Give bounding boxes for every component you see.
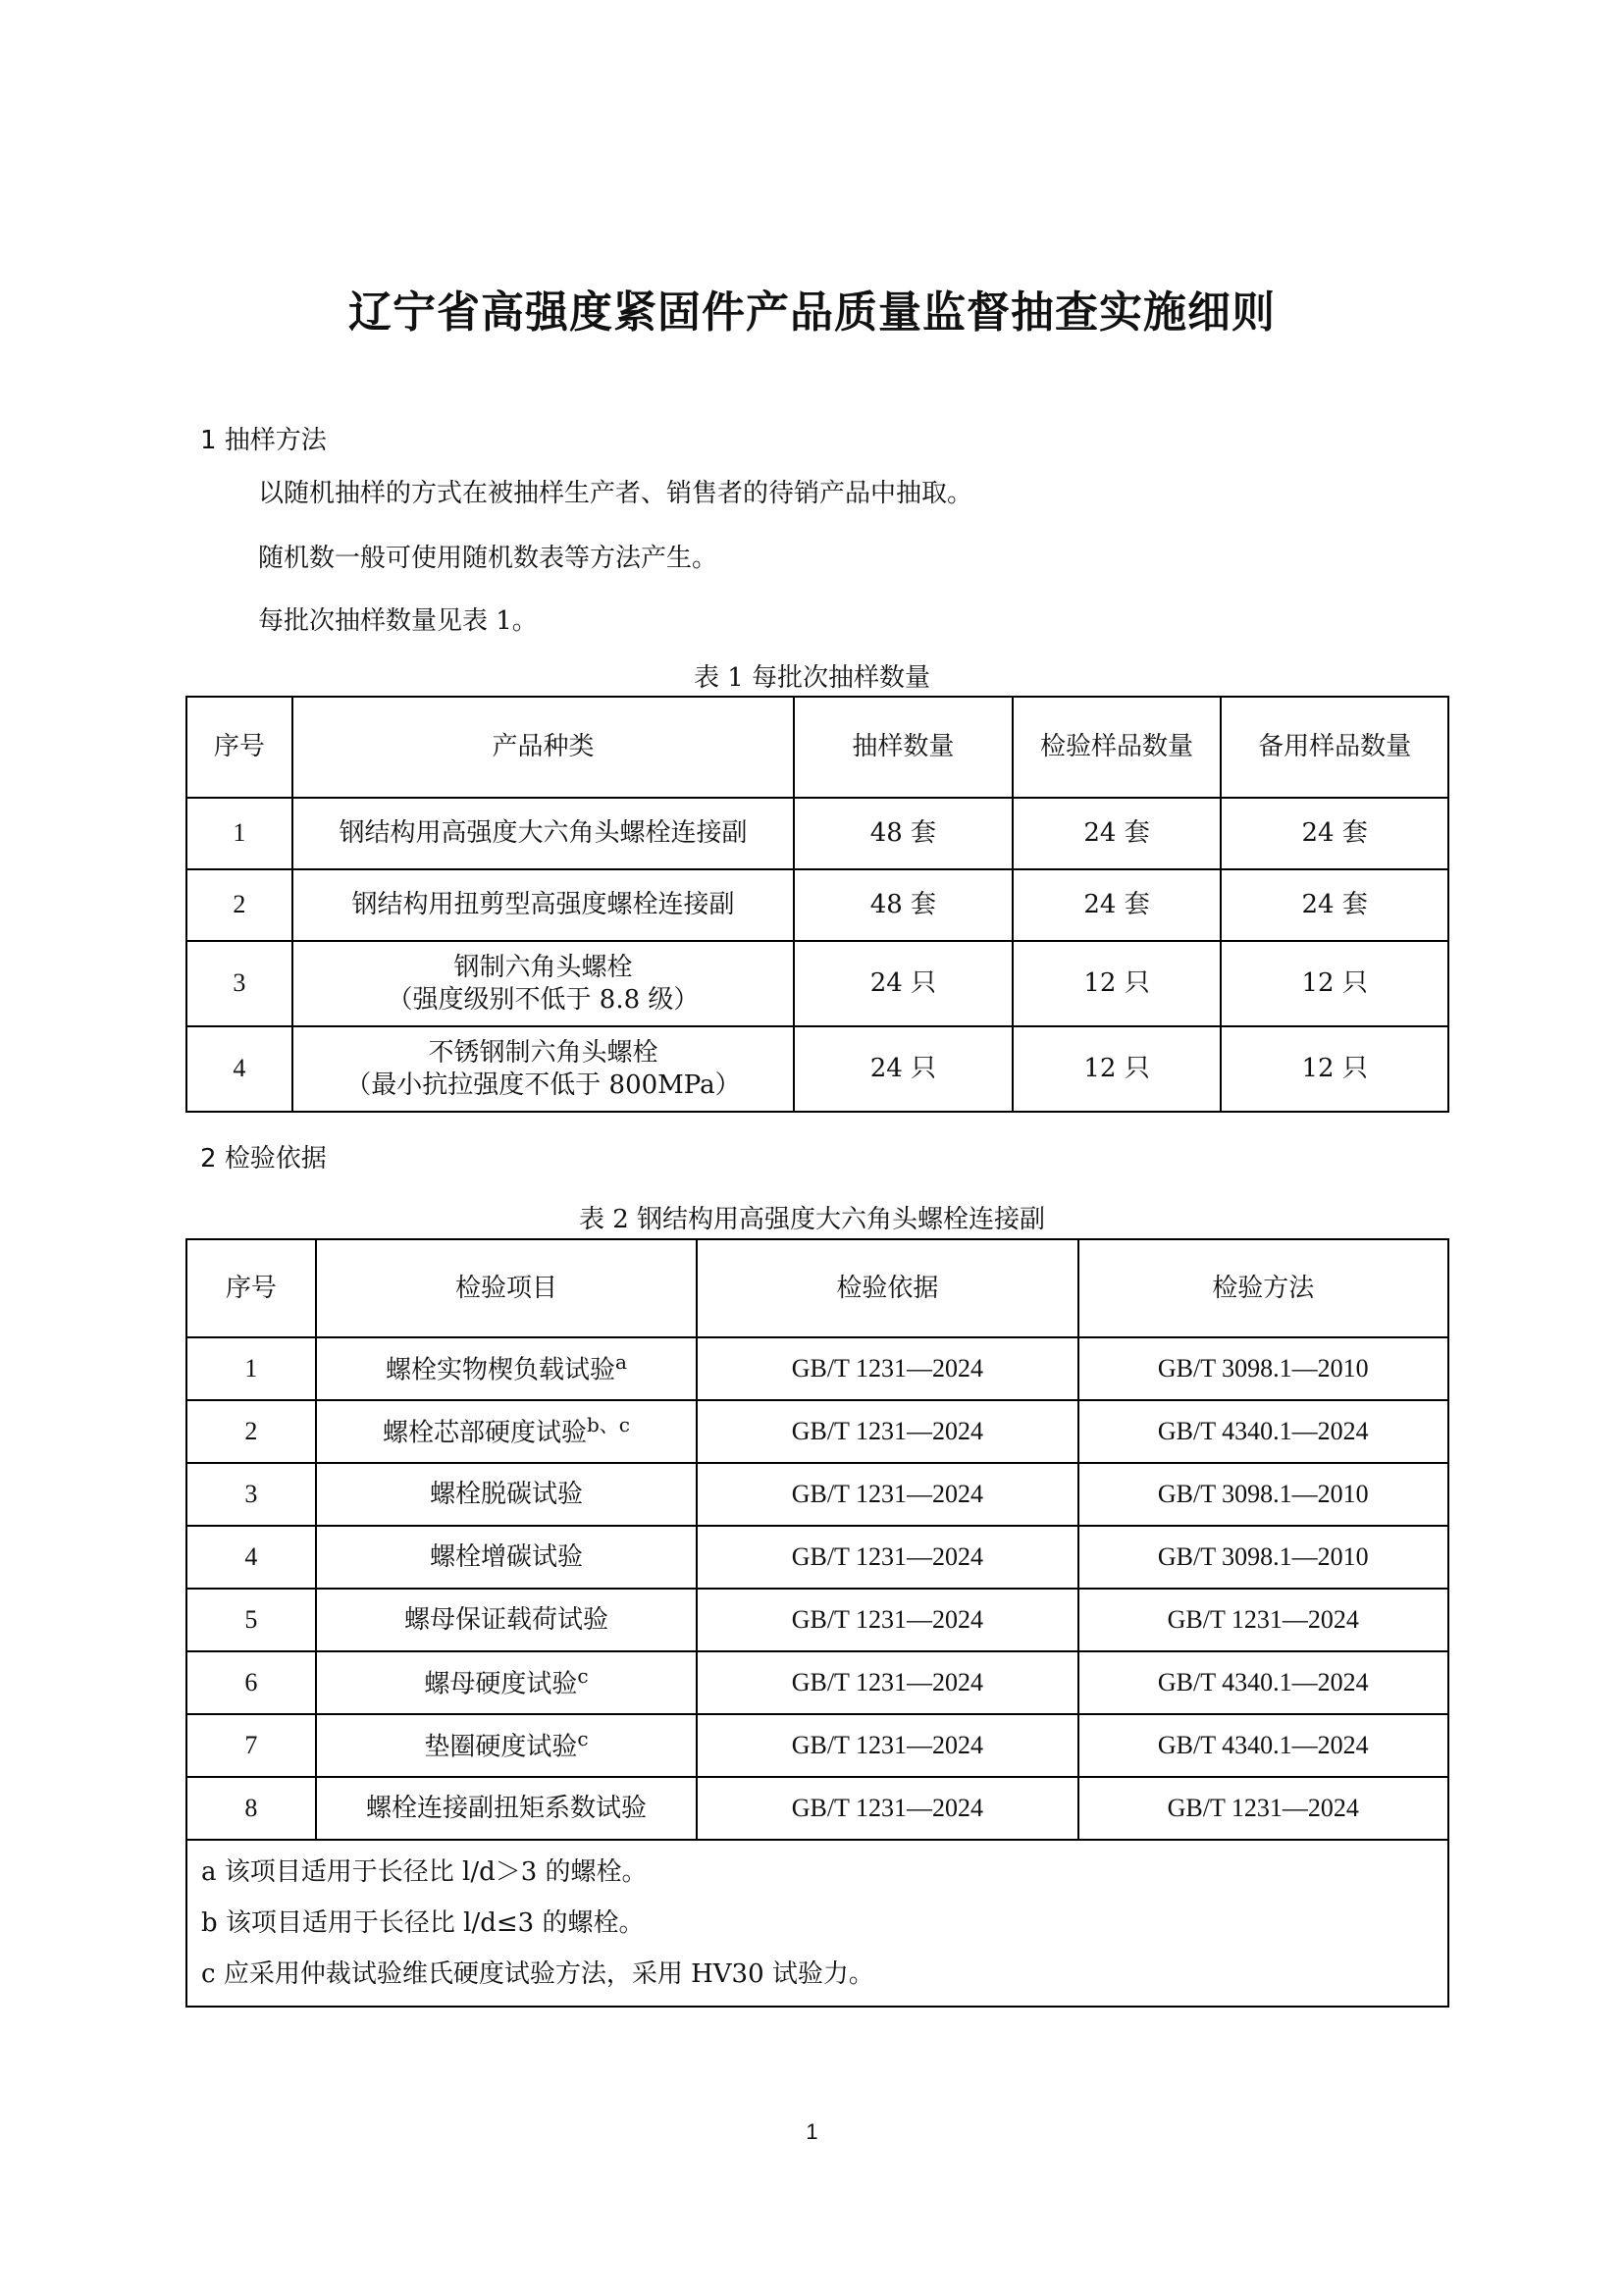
inspection-item <box>316 1526 697 1589</box>
inspection-item <box>316 1589 697 1651</box>
header-cell: 检验依据 <box>697 1239 1077 1337</box>
inspection-item <box>316 1463 697 1526</box>
product-note: （最小抗拉强度不低于 800MPa） <box>345 1070 741 1100</box>
product-type: 钢结构用高强度大六角头螺栓连接副 <box>292 798 794 869</box>
section-heading-sampling: 1 抽样方法 <box>200 426 327 455</box>
table-row <box>186 1651 1448 1714</box>
inspection-basis: GB/T 1231—2024 <box>697 1651 1077 1714</box>
product-type: 钢结构用扭剪型高强度螺栓连接副 <box>292 869 794 941</box>
item-label: 螺栓增碳试验 <box>429 1541 583 1572</box>
product-name: 钢制六角头螺栓 <box>453 953 633 982</box>
header-cell: 序号 <box>186 697 292 798</box>
inspection-method: GB/T 3098.1—2010 <box>1078 1526 1448 1589</box>
header-cell: 检验样品数量 <box>1013 697 1222 798</box>
footnote-ref: b、c <box>586 1413 630 1437</box>
inspection-method: GB/T 3098.1—2010 <box>1078 1337 1448 1400</box>
inspection-method: GB/T 1231—2024 <box>1078 1589 1448 1651</box>
table-row <box>186 1777 1448 1840</box>
inspection-basis: GB/T 1231—2024 <box>697 1589 1077 1651</box>
inspection-basis: GB/T 1231—2024 <box>697 1337 1077 1400</box>
inspection-basis: GB/T 1231—2024 <box>697 1714 1077 1777</box>
sampling-quantity-table <box>185 696 1449 1113</box>
table-row <box>186 1526 1448 1589</box>
row-number: 2 <box>186 869 292 941</box>
header-cell: 抽样数量 <box>794 697 1013 798</box>
header-cell: 产品种类 <box>292 697 794 798</box>
table-notes <box>186 1840 1448 2007</box>
inspection-method: GB/T 1231—2024 <box>1078 1777 1448 1840</box>
footnote-ref: c <box>577 1664 589 1689</box>
spare-sample-quantity: 24 套 <box>1221 798 1448 869</box>
table-row <box>186 1589 1448 1651</box>
test-sample-quantity: 12 只 <box>1013 1026 1222 1112</box>
table2-caption: 表 2 钢结构用高强度大六角头螺栓连接副 <box>578 1205 1046 1234</box>
test-sample-quantity: 24 套 <box>1013 798 1222 869</box>
table-header-row <box>186 697 1448 798</box>
header-cell: 检验方法 <box>1078 1239 1448 1337</box>
test-sample-quantity: 12 只 <box>1013 941 1222 1026</box>
inspection-items-table <box>185 1238 1449 2008</box>
item-label: 螺栓实物楔负载试验 <box>386 1356 616 1386</box>
inspection-item <box>316 1651 697 1714</box>
table-row <box>186 798 1448 869</box>
item-label: 螺栓脱碳试验 <box>429 1479 583 1509</box>
table-row <box>186 1026 1448 1112</box>
page-title: 辽宁省高强度紧固件产品质量监督抽查实施细则 <box>348 287 1276 338</box>
row-number: 7 <box>186 1714 316 1777</box>
footnote-b: b 该项目适用于长径比 l/d≤3 的螺栓。 <box>201 1908 645 1938</box>
table-row <box>186 1400 1448 1463</box>
header-cell: 序号 <box>186 1239 316 1337</box>
page-number: 1 <box>806 2119 818 2144</box>
product-note: （强度级别不低于 8.8 级） <box>387 984 700 1015</box>
sample-quantity: 48 套 <box>794 869 1013 941</box>
sample-quantity: 48 套 <box>794 798 1013 869</box>
test-sample-quantity: 24 套 <box>1013 869 1222 941</box>
inspection-item <box>316 1714 697 1777</box>
table-row <box>186 1714 1448 1777</box>
product-name: 不锈钢制六角头螺栓 <box>428 1038 658 1068</box>
inspection-basis: GB/T 1231—2024 <box>697 1777 1077 1840</box>
sample-quantity: 24 只 <box>794 1026 1013 1112</box>
row-number: 6 <box>186 1651 316 1714</box>
footnote-ref: c <box>577 1727 589 1751</box>
table-notes-row <box>186 1840 1448 2007</box>
row-number: 4 <box>186 1026 292 1112</box>
item-label: 螺栓连接副扭矩系数试验 <box>365 1793 647 1823</box>
footnote-c: c 应采用仲裁试验维氏硬度试验方法，采用 HV30 试验力。 <box>201 1959 874 1989</box>
spare-sample-quantity: 12 只 <box>1221 1026 1448 1112</box>
header-cell: 备用样品数量 <box>1221 697 1448 798</box>
paragraph: 以随机抽样的方式在被抽样生产者、销售者的待销产品中抽取。 <box>258 479 973 508</box>
inspection-item <box>316 1777 697 1840</box>
paragraph: 每批次抽样数量见表 1。 <box>258 606 538 636</box>
table-row <box>186 1337 1448 1400</box>
row-number: 3 <box>186 1463 316 1526</box>
header-cell: 检验项目 <box>316 1239 697 1337</box>
row-number: 1 <box>186 1337 316 1400</box>
product-type <box>292 941 794 1026</box>
table-row <box>186 941 1448 1026</box>
inspection-basis: GB/T 1231—2024 <box>697 1400 1077 1463</box>
inspection-item <box>316 1400 697 1463</box>
product-type <box>292 1026 794 1112</box>
section-heading-basis: 2 检验依据 <box>200 1144 327 1174</box>
inspection-method: GB/T 4340.1—2024 <box>1078 1714 1448 1777</box>
inspection-method: GB/T 3098.1—2010 <box>1078 1463 1448 1526</box>
row-number: 5 <box>186 1589 316 1651</box>
row-number: 2 <box>186 1400 316 1463</box>
inspection-basis: GB/T 1231—2024 <box>697 1526 1077 1589</box>
item-label: 螺母硬度试验 <box>424 1670 578 1700</box>
inspection-basis: GB/T 1231—2024 <box>697 1463 1077 1526</box>
spare-sample-quantity: 24 套 <box>1221 869 1448 941</box>
item-label: 螺母保证载荷试验 <box>403 1604 608 1635</box>
row-number: 3 <box>186 941 292 1026</box>
footnote-ref: a <box>615 1350 627 1375</box>
sample-quantity: 24 只 <box>794 941 1013 1026</box>
item-label: 螺栓芯部硬度试验 <box>382 1419 587 1449</box>
table-row <box>186 869 1448 941</box>
table-row <box>186 1463 1448 1526</box>
row-number: 1 <box>186 798 292 869</box>
footnote-a: a 该项目适用于长径比 l/d＞3 的螺栓。 <box>201 1857 648 1887</box>
table-header-row <box>186 1239 1448 1337</box>
inspection-item <box>316 1337 697 1400</box>
row-number: 8 <box>186 1777 316 1840</box>
inspection-method: GB/T 4340.1—2024 <box>1078 1651 1448 1714</box>
spare-sample-quantity: 12 只 <box>1221 941 1448 1026</box>
table1-caption: 表 1 每批次抽样数量 <box>693 663 931 693</box>
paragraph: 随机数一般可使用随机数表等方法产生。 <box>258 544 718 573</box>
item-label: 垫圈硬度试验 <box>424 1733 578 1763</box>
inspection-method: GB/T 4340.1—2024 <box>1078 1400 1448 1463</box>
row-number: 4 <box>186 1526 316 1589</box>
